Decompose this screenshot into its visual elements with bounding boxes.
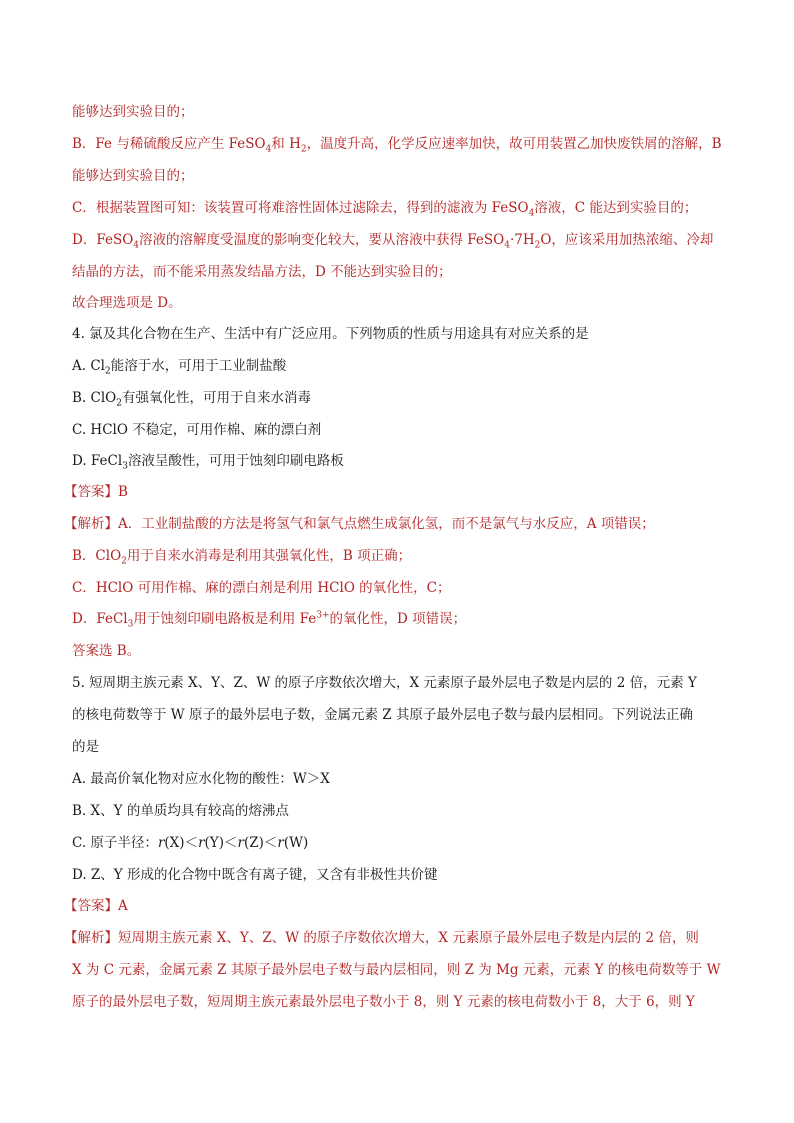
question-4-analysis: 【解析】A．工业制盐酸的方法是将氢气和氯气点燃生成氯化氢，而不是氯气与水反应，A 项错误； [64, 516, 655, 532]
text-line: 原子的最外层电子数，短周期主族元素最外层电子数小于 8，则 Y 元素的核电荷数小于 8，大于 6，则 Y [72, 994, 695, 1010]
text-line: C．根据装置图可知：该装置可将难溶性固体过滤除去，得到的滤液为 FeSO$_4$溶液，C 能达到实验目的； [72, 200, 698, 219]
text-line: 能够达到实验目的； [72, 168, 194, 184]
text-line: D．FeCl$_3$用于蚀刻印刷电路板是利用 $Fe^{3+}$的氧化性，D 项错误； [72, 610, 467, 630]
question-4-option-b: B. ClO$_2$有强氧化性，可用于自来水消毒 [72, 390, 311, 409]
question-4-answer: 【答案】B [64, 484, 128, 500]
question-5-stem: 的核电荷数等于 W 原子的最外层电子数，金属元素 Z 其原子最外层电子数与最内层相同。下列说法正确 [72, 707, 693, 723]
question-5-stem: 5. 短周期主族元素 X、Y、Z、W 的原子序数依次增大，X 元素原子最外层电子数是内层的 2 倍，元素 Y [72, 675, 697, 691]
question-5-option-b: B. X、Y 的单质均具有较高的熔沸点 [72, 803, 289, 819]
question-5-option-a: A. 最高价氧化物对应水化物的酸性：W＞X [72, 771, 330, 787]
question-4-option-c: C. HClO 不稳定，可用作棉、麻的漂白剂 [72, 422, 322, 438]
text-line: 能够达到实验目的； [72, 104, 194, 120]
text-line: 故合理选项是 D。 [72, 295, 182, 311]
text-line: X 为 C 元素，金属元素 Z 其原子最外层电子数与最内层相同，则 Z 为 Mg 元素，元素 Y 的核电荷数等于 W [72, 962, 721, 978]
text-line: 答案选 B。 [72, 643, 141, 659]
question-5-option-d: D. Z、Y 形成的化合物中既含有离子键，又含有非极性共价键 [72, 867, 438, 883]
text-line: D．FeSO$_4$溶液的溶解度受温度的影响变化较大，要从溶液中获得 $FeSO_4\cdot 7H_2O$，应该采用加热浓缩、冷却 [72, 232, 714, 251]
text-line: C．HClO 可用作棉、麻的漂白剂是利用 HClO 的氧化性，C； [72, 580, 451, 596]
text-line: B．ClO$_2$用于自来水消毒是利用其强氧化性，B 项正确； [72, 548, 412, 567]
text-line: 结晶的方法，而不能采用蒸发结晶方法，D 不能达到实验目的； [72, 264, 452, 280]
question-5-option-c: C. 原子半径：r(X)＜r(Y)＜r(Z)＜r(W) [72, 835, 309, 851]
question-5-analysis: 【解析】短周期主族元素 X、Y、Z、W 的原子序数依次增大，X 元素原子最外层电子数是内层的 2 倍，则 [64, 930, 699, 946]
analysis-tag: 【解析】 [64, 516, 118, 532]
text-line: B．Fe 与稀硫酸反应产生 FeSO$_4$和 $H_2$，温度升高，化学反应速率加快，故可用装置乙加快废铁屑的溶解，B [72, 136, 722, 155]
question-4-stem: 4. 氯及其化合物在生产、生活中有广泛应用。下列物质的性质与用途具有对应关系的是 [72, 326, 589, 342]
analysis-tag: 【解析】 [64, 930, 118, 946]
question-4-option-d: D. FeCl$_3$溶液呈酸性，可用于蚀刻印刷电路板 [72, 453, 344, 472]
question-5-stem: 的是 [72, 739, 99, 755]
answer-tag: 【答案】 [64, 484, 118, 500]
question-4-option-a: A. $Cl_2$能溶于水，可用于工业制盐酸 [72, 358, 287, 377]
answer-tag: 【答案】 [64, 898, 118, 914]
question-5-answer: 【答案】A [64, 898, 128, 914]
